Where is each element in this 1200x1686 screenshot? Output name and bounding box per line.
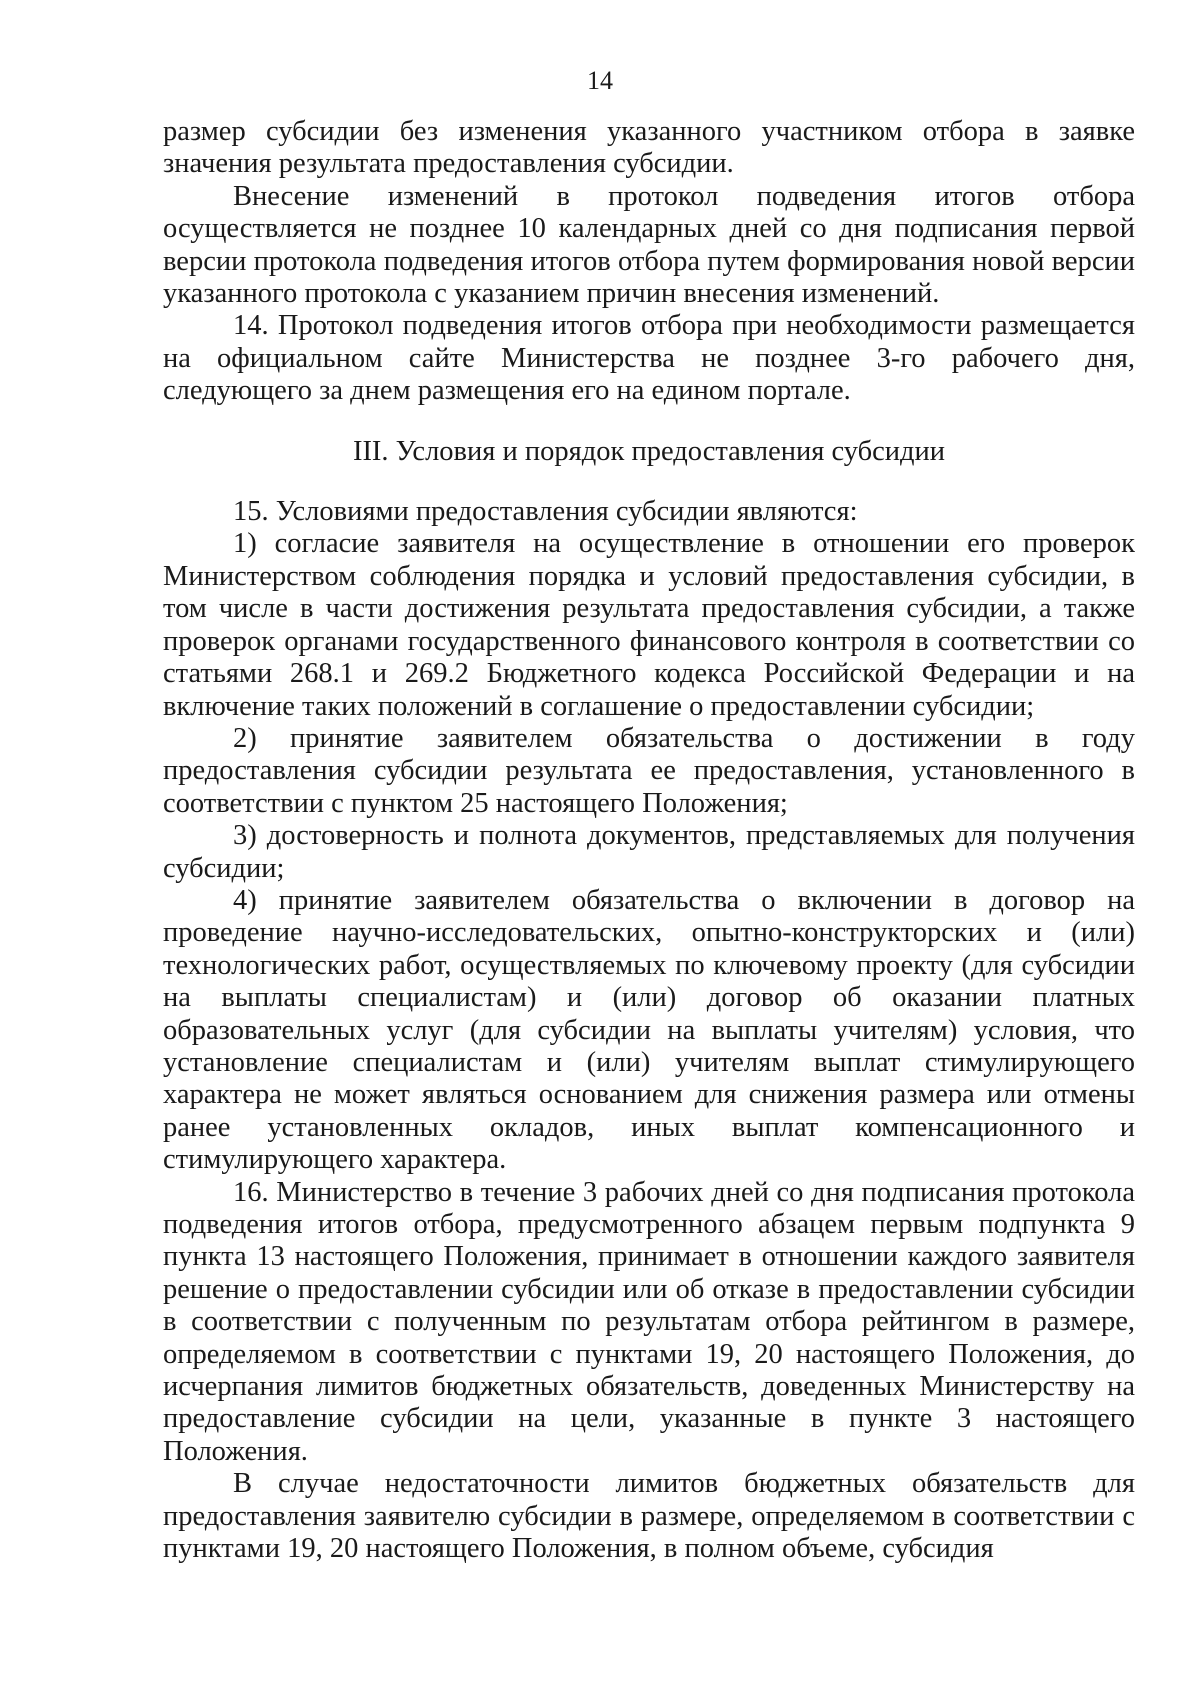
paragraph-15-item-4: 4) принятие заявителем обязательства о включении в договор на проведение научно-исследовательских, опытно-конструкторских и (или) технологических работ, осуществляемых по ключевому проекту (для субсидии на выплаты специалистам) и (или) договор об оказании платных образовательных услуг (для субсидии на выплаты учителям) условия, что установление специалистам и (или) учителям выплат стимулирующего характера не может являться основанием для снижения размера или отмены ранее установленных окладов, иных выплат компенсационного и стимулирующего характера. <box>163 884 1135 1176</box>
paragraph-15: 15. Условиями предоставления субсидии являются: <box>233 496 858 528</box>
document-body <box>163 116 1135 1565</box>
paragraph-protocol-changes: Внесение изменений в протокол подведения итогов отбора осуществляется не позднее 10 календарных дней со дня подписания первой версии протокола подведения итогов отбора путем формирования новой версии указанного протокола с указанием причин внесения изменений. <box>163 180 1135 310</box>
paragraph-16-insufficient-limits: В случае недостаточности лимитов бюджетных обязательств для предоставления заявителю субсидии в размере, определяемом в соответствии с пунктами 19, 20 настоящего Положения, в полном объеме, субсидия <box>163 1468 1135 1565</box>
paragraph-continuation: размер субсидии без изменения указанного участником отбора в заявке значения результата предоставления субсидии. <box>163 116 1135 180</box>
paragraph-15-item-3: 3) достоверность и полнота документов, представляемых для получения субсидии; <box>163 820 1135 884</box>
page-number: 14 <box>587 66 613 95</box>
section-heading: III. Условия и порядок предоставления субсидии <box>352 435 946 467</box>
paragraph-14: 14. Протокол подведения итогов отбора при необходимости размещается на официальном сайте Министерства не позднее 3-го рабочего дня, следующего за днем размещения его на едином портале. <box>163 310 1135 407</box>
paragraph-15-item-2: 2) принятие заявителем обязательства о достижении в году предоставления субсидии результата ее предоставления, установленного в соответствии с пунктом 25 настоящего Положения; <box>163 722 1135 819</box>
paragraph-16: 16. Министерство в течение 3 рабочих дней со дня подписания протокола подведения итогов отбора, предусмотренного абзацем первым подпункта 9 пункта 13 настоящего Положения, принимает в отношении каждого заявителя решение о предоставлении субсидии или об отказе в предоставлении субсидии в соответствии с полученным по результатам отбора рейтингом в размере, определяемом в соответствии с пунктами 19, 20 настоящего Положения, до исчерпания лимитов бюджетных обязательств, доведенных Министерству на предоставление субсидии на цели, указанные в пункте 3 настоящего Положения. <box>163 1176 1135 1467</box>
paragraph-15-item-1: 1) согласие заявителя на осуществление в отношении его проверок Министерством соблюдения порядка и условий предоставления субсидии, в том числе в части достижения результата предоставления субсидии, а также проверок органами государственного финансового контроля в соответствии со статьями 268.1 и 269.2 Бюджетного кодекса Российской Федерации и на включение таких положений в соглашение о предоставлении субсидии; <box>163 528 1135 722</box>
